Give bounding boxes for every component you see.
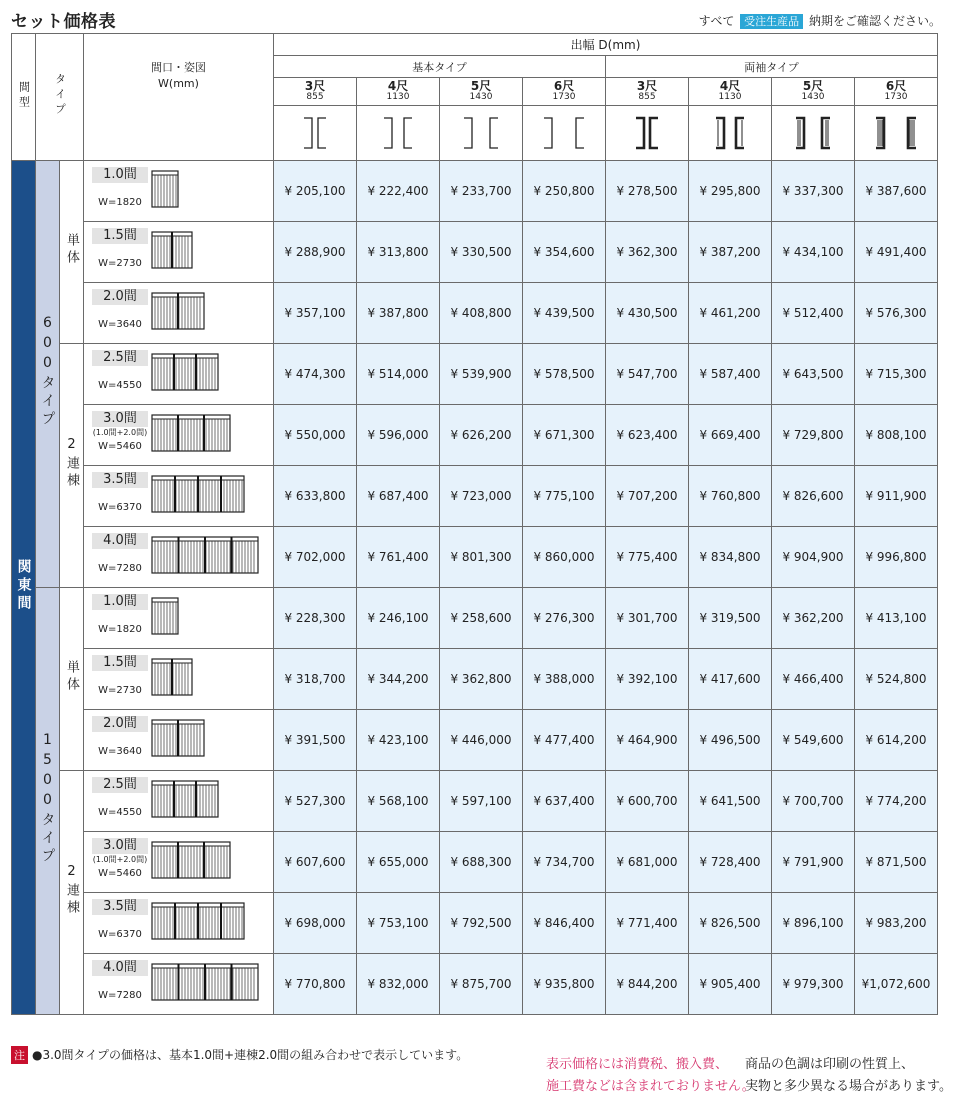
price-cell: ¥ 491,400	[855, 222, 938, 283]
double-sleeve-icon	[612, 110, 682, 154]
price-cell: ¥ 643,500	[772, 344, 855, 405]
price-cell: ¥ 539,900	[440, 344, 523, 405]
front-view-drawing	[151, 719, 205, 760]
size-shaku: 6尺	[553, 78, 575, 93]
front-view-drawing	[151, 353, 219, 394]
size-mm: 1430	[469, 91, 493, 102]
front-view-drawing	[151, 963, 259, 1001]
width-value: W=6370	[98, 502, 142, 513]
price-cell: ¥ 337,300	[772, 161, 855, 222]
front-view-drawing	[151, 780, 219, 821]
price-cell: ¥ 362,200	[772, 588, 855, 649]
price-cell: ¥ 388,000	[523, 649, 606, 710]
price-cell: ¥ 808,100	[855, 405, 938, 466]
table-row	[12, 771, 938, 832]
price-cell: ¥ 330,500	[440, 222, 523, 283]
order-note-pre: すべて	[698, 14, 735, 28]
price-cell: ¥ 715,300	[855, 344, 938, 405]
price-cell: ¥ 474,300	[274, 344, 357, 405]
price-cell: ¥ 246,100	[357, 588, 440, 649]
maguchi-cell	[84, 771, 274, 832]
front-view-drawing	[151, 902, 245, 940]
table-row	[12, 527, 938, 588]
price-cell: ¥ 464,900	[606, 710, 689, 771]
size-header	[772, 78, 855, 106]
size-header	[523, 78, 606, 106]
front-view-drawing	[151, 536, 259, 577]
size-header	[440, 78, 523, 106]
maguchi-cell	[84, 466, 274, 527]
basic-type-icon	[529, 110, 599, 154]
price-cell: ¥ 233,700	[440, 161, 523, 222]
front-view-drawing	[151, 658, 193, 699]
size-shaku: 5尺	[470, 78, 492, 93]
price-cell: ¥ 623,400	[606, 405, 689, 466]
ken-label: 2.5間	[92, 777, 148, 793]
order-note-post: 納期をご確認ください。	[808, 14, 941, 28]
price-cell: ¥ 771,400	[606, 893, 689, 954]
price-cell: ¥ 276,300	[523, 588, 606, 649]
price-cell: ¥ 466,400	[772, 649, 855, 710]
ken-label: 2.0間	[92, 289, 148, 305]
ken-label: 1.0間	[92, 167, 148, 183]
front-view-drawing	[151, 719, 205, 757]
price-cell: ¥ 911,900	[855, 466, 938, 527]
price-cell: ¥ 775,400	[606, 527, 689, 588]
color-note	[745, 1054, 952, 1098]
size-mm: 1130	[386, 91, 410, 102]
price-cell: ¥ 477,400	[523, 710, 606, 771]
table-row	[12, 344, 938, 405]
price-cell: ¥ 633,800	[274, 466, 357, 527]
price-cell: ¥ 846,400	[523, 893, 606, 954]
front-view-drawing	[151, 841, 231, 879]
type-label: 600タイプ	[36, 161, 60, 588]
double-sleeve-icon	[689, 106, 772, 161]
page-title: セット価格表	[11, 12, 116, 32]
width-value: W=5460	[98, 441, 142, 452]
table-row	[12, 283, 938, 344]
width-value: W=7280	[98, 990, 142, 1001]
order-note	[699, 12, 941, 29]
price-cell: ¥ 461,200	[689, 283, 772, 344]
price-cell: ¥ 387,600	[855, 161, 938, 222]
table-row	[12, 954, 938, 1015]
price-cell: ¥ 761,400	[357, 527, 440, 588]
front-view-drawing	[151, 292, 205, 330]
price-cell: ¥ 301,700	[606, 588, 689, 649]
table-row	[12, 893, 938, 954]
maguchi-header: 間口・姿図 W(mm)	[84, 34, 274, 161]
price-cell: ¥ 417,600	[689, 649, 772, 710]
width-value: W=2730	[98, 258, 142, 269]
double-label: 2連棟	[60, 771, 84, 1015]
price-cell: ¥ 514,000	[357, 344, 440, 405]
price-cell: ¥ 318,700	[274, 649, 357, 710]
color-note-line: 商品の色調は印刷の性質上、	[745, 1057, 915, 1072]
size-shaku: 6尺	[885, 78, 907, 93]
price-cell: ¥ 434,100	[772, 222, 855, 283]
price-cell: ¥ 707,200	[606, 466, 689, 527]
price-cell: ¥ 258,600	[440, 588, 523, 649]
basic-type-icon	[357, 106, 440, 161]
maguchi-cell	[84, 649, 274, 710]
double-sleeve-icon	[778, 110, 848, 154]
price-cell: ¥ 288,900	[274, 222, 357, 283]
size-header	[274, 78, 357, 106]
basic-type-icon	[523, 106, 606, 161]
front-view-drawing	[151, 475, 245, 516]
price-cell: ¥ 935,800	[523, 954, 606, 1015]
single-label: 単体	[60, 588, 84, 771]
tax-note-line: 表示価格には消費税、搬入費、	[546, 1057, 729, 1072]
ken-label: 2.0間	[92, 716, 148, 732]
front-view-drawing	[151, 658, 193, 696]
price-cell: ¥ 979,300	[772, 954, 855, 1015]
price-cell: ¥ 391,500	[274, 710, 357, 771]
price-cell: ¥ 637,400	[523, 771, 606, 832]
maguchi-cell	[84, 344, 274, 405]
price-cell: ¥ 222,400	[357, 161, 440, 222]
price-cell: ¥ 700,700	[772, 771, 855, 832]
front-view-drawing	[151, 475, 245, 513]
price-cell: ¥ 774,200	[855, 771, 938, 832]
maguchi-cell	[84, 588, 274, 649]
size-shaku: 3尺	[636, 78, 658, 93]
price-cell: ¥ 512,400	[772, 283, 855, 344]
price-cell: ¥ 698,000	[274, 893, 357, 954]
price-cell: ¥ 702,000	[274, 527, 357, 588]
price-cell: ¥ 801,300	[440, 527, 523, 588]
width-value: W=4550	[98, 807, 142, 818]
footnote	[11, 1046, 468, 1064]
ken-label: 3.0間	[92, 838, 148, 854]
group-header-basic: 基本タイプ	[274, 56, 606, 78]
front-view-drawing	[151, 902, 245, 943]
price-cell: ¥ 834,800	[689, 527, 772, 588]
note-text: ●3.0間タイプの価格は、基本1.0間+連棟2.0間の組み合わせで表示しています。	[32, 1048, 469, 1062]
price-cell: ¥ 496,500	[689, 710, 772, 771]
width-value: W=4550	[98, 380, 142, 391]
width-value: W=3640	[98, 319, 142, 330]
ken-label: 3.5間	[92, 472, 148, 488]
price-cell: ¥ 527,300	[274, 771, 357, 832]
made-to-order-badge: 受注生産品	[740, 14, 803, 29]
price-cell: ¥ 792,500	[440, 893, 523, 954]
price-cell: ¥ 655,000	[357, 832, 440, 893]
price-cell: ¥ 524,800	[855, 649, 938, 710]
ken-label: 3.5間	[92, 899, 148, 915]
price-cell: ¥1,072,600	[855, 954, 938, 1015]
size-header	[855, 78, 938, 106]
front-view-drawing	[151, 536, 259, 574]
price-cell: ¥ 250,800	[523, 161, 606, 222]
width-value: W=3640	[98, 746, 142, 757]
price-cell: ¥ 596,000	[357, 405, 440, 466]
price-cell: ¥ 576,300	[855, 283, 938, 344]
front-view-drawing	[151, 170, 179, 208]
size-header	[606, 78, 689, 106]
price-cell: ¥ 723,000	[440, 466, 523, 527]
price-cell: ¥ 996,800	[855, 527, 938, 588]
price-cell: ¥ 344,200	[357, 649, 440, 710]
price-cell: ¥ 904,900	[772, 527, 855, 588]
depth-header: 出幅 D(mm)	[274, 34, 938, 56]
price-cell: ¥ 278,500	[606, 161, 689, 222]
double-sleeve-icon	[772, 106, 855, 161]
maguchi-cell	[84, 222, 274, 283]
price-cell: ¥ 547,700	[606, 344, 689, 405]
size-mm: 1730	[884, 91, 908, 102]
price-cell: ¥ 760,800	[689, 466, 772, 527]
double-sleeve-icon	[606, 106, 689, 161]
price-cell: ¥ 669,400	[689, 405, 772, 466]
note-mark: 注	[11, 1046, 28, 1064]
price-cell: ¥ 681,000	[606, 832, 689, 893]
size-shaku: 4尺	[387, 78, 409, 93]
front-view-drawing	[151, 963, 259, 1004]
single-label: 単体	[60, 161, 84, 344]
price-cell: ¥ 826,600	[772, 466, 855, 527]
size-header	[689, 78, 772, 106]
type-label: 1500タイプ	[36, 588, 60, 1015]
price-cell: ¥ 354,600	[523, 222, 606, 283]
maguchi-cell	[84, 527, 274, 588]
price-cell: ¥ 430,500	[606, 283, 689, 344]
price-cell: ¥ 568,100	[357, 771, 440, 832]
size-mm: 1430	[801, 91, 825, 102]
price-cell: ¥ 413,100	[855, 588, 938, 649]
width-value: W=1820	[98, 624, 142, 635]
price-cell: ¥ 614,200	[855, 710, 938, 771]
group-header-double-sleeve: 両袖タイプ	[606, 56, 938, 78]
price-cell: ¥ 775,100	[523, 466, 606, 527]
price-cell: ¥ 362,300	[606, 222, 689, 283]
price-cell: ¥ 688,300	[440, 832, 523, 893]
price-cell: ¥ 607,600	[274, 832, 357, 893]
price-cell: ¥ 392,100	[606, 649, 689, 710]
ken-combo: (1.0間+2.0間)	[92, 428, 148, 437]
basic-type-icon	[274, 106, 357, 161]
price-cell: ¥ 860,000	[523, 527, 606, 588]
price-cell: ¥ 641,500	[689, 771, 772, 832]
table-row	[12, 222, 938, 283]
price-cell: ¥ 446,000	[440, 710, 523, 771]
table-row	[12, 649, 938, 710]
maguchi-cell	[84, 405, 274, 466]
price-cell: ¥ 626,200	[440, 405, 523, 466]
price-cell: ¥ 844,200	[606, 954, 689, 1015]
price-cell: ¥ 753,100	[357, 893, 440, 954]
double-sleeve-icon	[861, 110, 931, 154]
ken-label: 1.5間	[92, 228, 148, 244]
price-cell: ¥ 587,400	[689, 344, 772, 405]
size-mm: 1730	[552, 91, 576, 102]
width-value: W=1820	[98, 197, 142, 208]
price-cell: ¥ 319,500	[689, 588, 772, 649]
price-cell: ¥ 205,100	[274, 161, 357, 222]
table-row	[12, 161, 938, 222]
maguchi-cell	[84, 710, 274, 771]
color-note-line: 実物と多少異なる場合があります。	[745, 1079, 952, 1094]
front-view-drawing	[151, 780, 219, 818]
table-row	[12, 832, 938, 893]
price-cell: ¥ 729,800	[772, 405, 855, 466]
price-cell: ¥ 875,700	[440, 954, 523, 1015]
price-cell: ¥ 387,800	[357, 283, 440, 344]
tax-note	[546, 1054, 755, 1098]
double-label: 2連棟	[60, 344, 84, 588]
price-cell: ¥ 905,400	[689, 954, 772, 1015]
maguchi-cell	[84, 161, 274, 222]
width-value: W=7280	[98, 563, 142, 574]
size-shaku: 3尺	[304, 78, 326, 93]
price-cell: ¥ 439,500	[523, 283, 606, 344]
price-cell: ¥ 791,900	[772, 832, 855, 893]
width-value: W=5460	[98, 868, 142, 879]
price-cell: ¥ 550,000	[274, 405, 357, 466]
price-cell: ¥ 600,700	[606, 771, 689, 832]
basic-type-icon	[280, 110, 350, 154]
price-cell: ¥ 728,400	[689, 832, 772, 893]
maguchi-cell	[84, 283, 274, 344]
price-cell: ¥ 423,100	[357, 710, 440, 771]
ken-label: 3.0間	[92, 411, 148, 427]
size-shaku: 5尺	[802, 78, 824, 93]
ken-combo: (1.0間+2.0間)	[92, 855, 148, 864]
kanto-label: 関東間	[12, 161, 36, 1015]
maguchi-cell	[84, 893, 274, 954]
price-cell: ¥ 387,200	[689, 222, 772, 283]
table-row	[12, 466, 938, 527]
price-cell: ¥ 871,500	[855, 832, 938, 893]
size-shaku: 4尺	[719, 78, 741, 93]
ken-label: 1.5間	[92, 655, 148, 671]
ken-label: 1.0間	[92, 594, 148, 610]
size-mm: 1130	[718, 91, 742, 102]
price-cell: ¥ 687,400	[357, 466, 440, 527]
price-cell: ¥ 826,500	[689, 893, 772, 954]
front-view-drawing	[151, 231, 193, 269]
price-cell: ¥ 770,800	[274, 954, 357, 1015]
price-cell: ¥ 295,800	[689, 161, 772, 222]
width-value: W=2730	[98, 685, 142, 696]
price-cell: ¥ 671,300	[523, 405, 606, 466]
front-view-drawing	[151, 597, 179, 635]
price-cell: ¥ 983,200	[855, 893, 938, 954]
basic-type-icon	[363, 110, 433, 154]
table-row	[12, 710, 938, 771]
price-cell: ¥ 597,100	[440, 771, 523, 832]
maguchi-cell	[84, 954, 274, 1015]
front-view-drawing	[151, 170, 179, 211]
tax-note-line: 施工費などは含まれておりません。	[546, 1079, 755, 1094]
front-view-drawing	[151, 414, 231, 452]
price-table	[11, 33, 938, 1015]
double-sleeve-icon	[695, 110, 765, 154]
size-mm: 855	[638, 91, 656, 102]
size-mm: 855	[306, 91, 324, 102]
front-view-drawing	[151, 292, 205, 333]
price-cell: ¥ 313,800	[357, 222, 440, 283]
table-row	[12, 588, 938, 649]
width-value: W=6370	[98, 929, 142, 940]
type-header: タイプ	[36, 34, 84, 161]
maguchi-cell	[84, 832, 274, 893]
price-cell: ¥ 832,000	[357, 954, 440, 1015]
size-header	[357, 78, 440, 106]
price-cell: ¥ 357,100	[274, 283, 357, 344]
table-row	[12, 405, 938, 466]
front-view-drawing	[151, 353, 219, 391]
ken-label: 2.5間	[92, 350, 148, 366]
price-cell: ¥ 896,100	[772, 893, 855, 954]
double-sleeve-icon	[855, 106, 938, 161]
price-cell: ¥ 362,800	[440, 649, 523, 710]
ken-label: 4.0間	[92, 533, 148, 549]
price-cell: ¥ 408,800	[440, 283, 523, 344]
front-view-drawing	[151, 231, 193, 272]
price-cell: ¥ 578,500	[523, 344, 606, 405]
front-view-drawing	[151, 841, 231, 882]
front-view-drawing	[151, 414, 231, 455]
price-cell: ¥ 549,600	[772, 710, 855, 771]
kenkei-header: 間型	[12, 34, 36, 161]
basic-type-icon	[440, 106, 523, 161]
basic-type-icon	[446, 110, 516, 154]
front-view-drawing	[151, 597, 179, 638]
price-cell: ¥ 228,300	[274, 588, 357, 649]
ken-label: 4.0間	[92, 960, 148, 976]
price-cell: ¥ 734,700	[523, 832, 606, 893]
